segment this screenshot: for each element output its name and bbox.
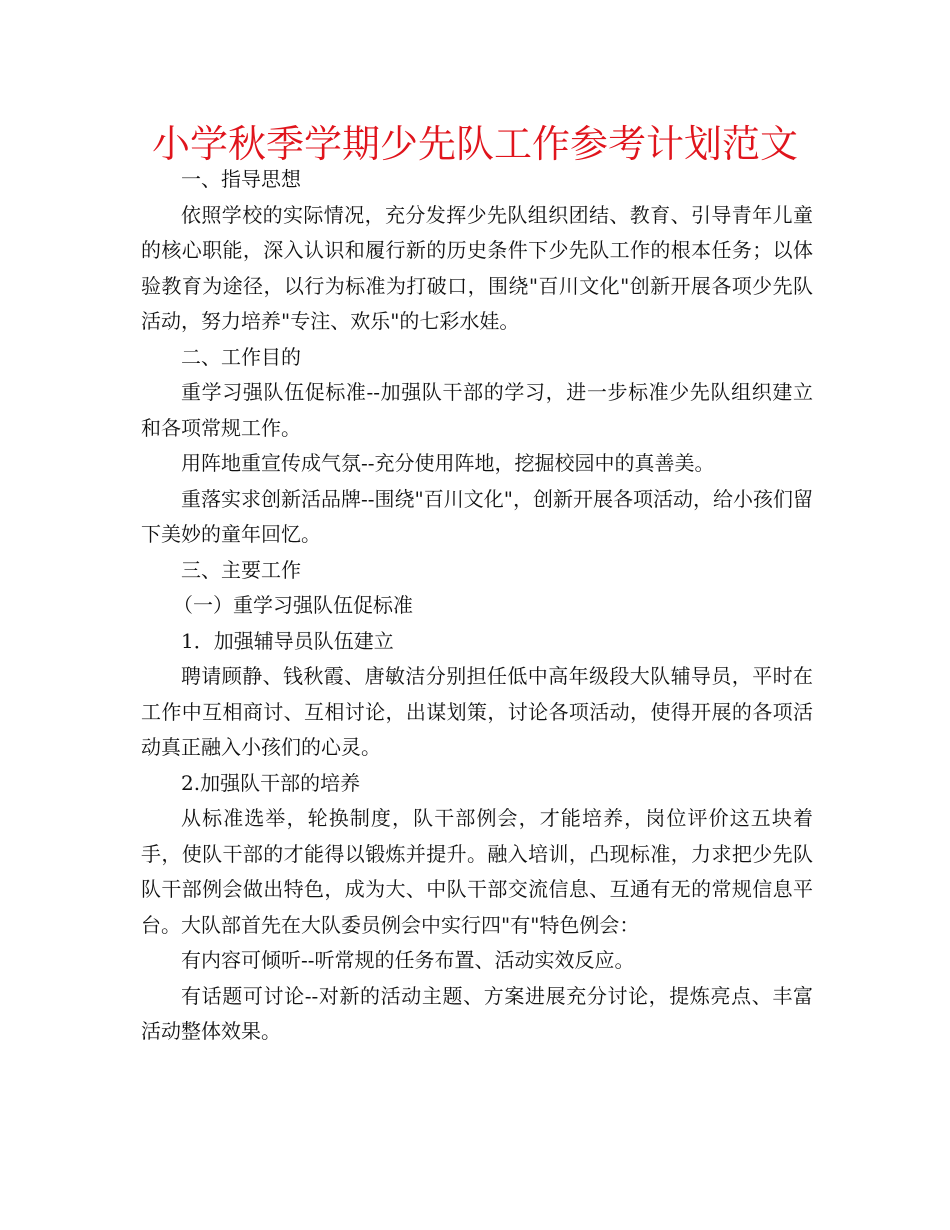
subheading-section-1: （一）重学习强队伍促标准 [173, 593, 413, 617]
paragraph-meeting-2: 有话题可讨论--对新的活动主题、方案进展充分讨论，提炼亮点、丰富活动整体效果。 [141, 983, 813, 1043]
document-body [141, 162, 813, 1050]
heading-main-work: 三、主要工作 [181, 557, 301, 582]
paragraph-guiding-ideology: 依照学校的实际情况，充分发挥少先队组织团结、教育、引导青年儿童的核心职能，深入认识和履行新的历史条件下少先队工作的根本任务；以体验教育为途径，以行为标准为打破口，围绕"百川文化"创新开展各项少先队活动，努力培养"专注、欢乐"的七彩水娃。 [141, 202, 813, 333]
paragraph-item-2: 从标准选举，轮换制度，队干部例会，才能培养，岗位评价这五块着手，使队干部的才能得以锻炼并提升。融入培训，凸现标准，力求把少先队队干部例会做出特色，成为大、中队干部交流信息、互通有无的常规信息平台。大队部首先在大队委员例会中实行四"有"特色例会： [141, 806, 813, 937]
heading-guiding-ideology: 一、指导思想 [181, 167, 301, 191]
paragraph-goal-1: 重学习强队伍促标准--加强队干部的学习，进一步标准少先队组织建立和各项常规工作。 [141, 380, 813, 440]
subheading-item-1: 1．加强辅导员队伍建立 [181, 628, 394, 653]
paragraph-goal-3: 重落实求创新活品牌--围绕"百川文化"，创新开展各项活动，给小孩们留下美妙的童年回忆。 [141, 486, 813, 546]
paragraph-item-1: 聘请顾静、钱秋霞、唐敏洁分别担任低中高年级段大队辅导员，平时在工作中互相商讨、互相讨论，出谋划策，讨论各项活动，使得开展的各项活动真正融入小孩们的心灵。 [141, 664, 813, 759]
heading-work-goals: 二、工作目的 [181, 344, 301, 369]
paragraph-meeting-1: 有内容可倾听--听常规的任务布置、活动实效反应。 [181, 948, 635, 972]
subheading-item-2: 2.加强队干部的培养 [181, 770, 361, 795]
document-title: 小学秋季学期少先队工作参考计划范文 [151, 122, 798, 166]
paragraph-goal-2: 用阵地重宣传成气氛--充分使用阵地，挖掘校园中的真善美。 [181, 451, 715, 475]
